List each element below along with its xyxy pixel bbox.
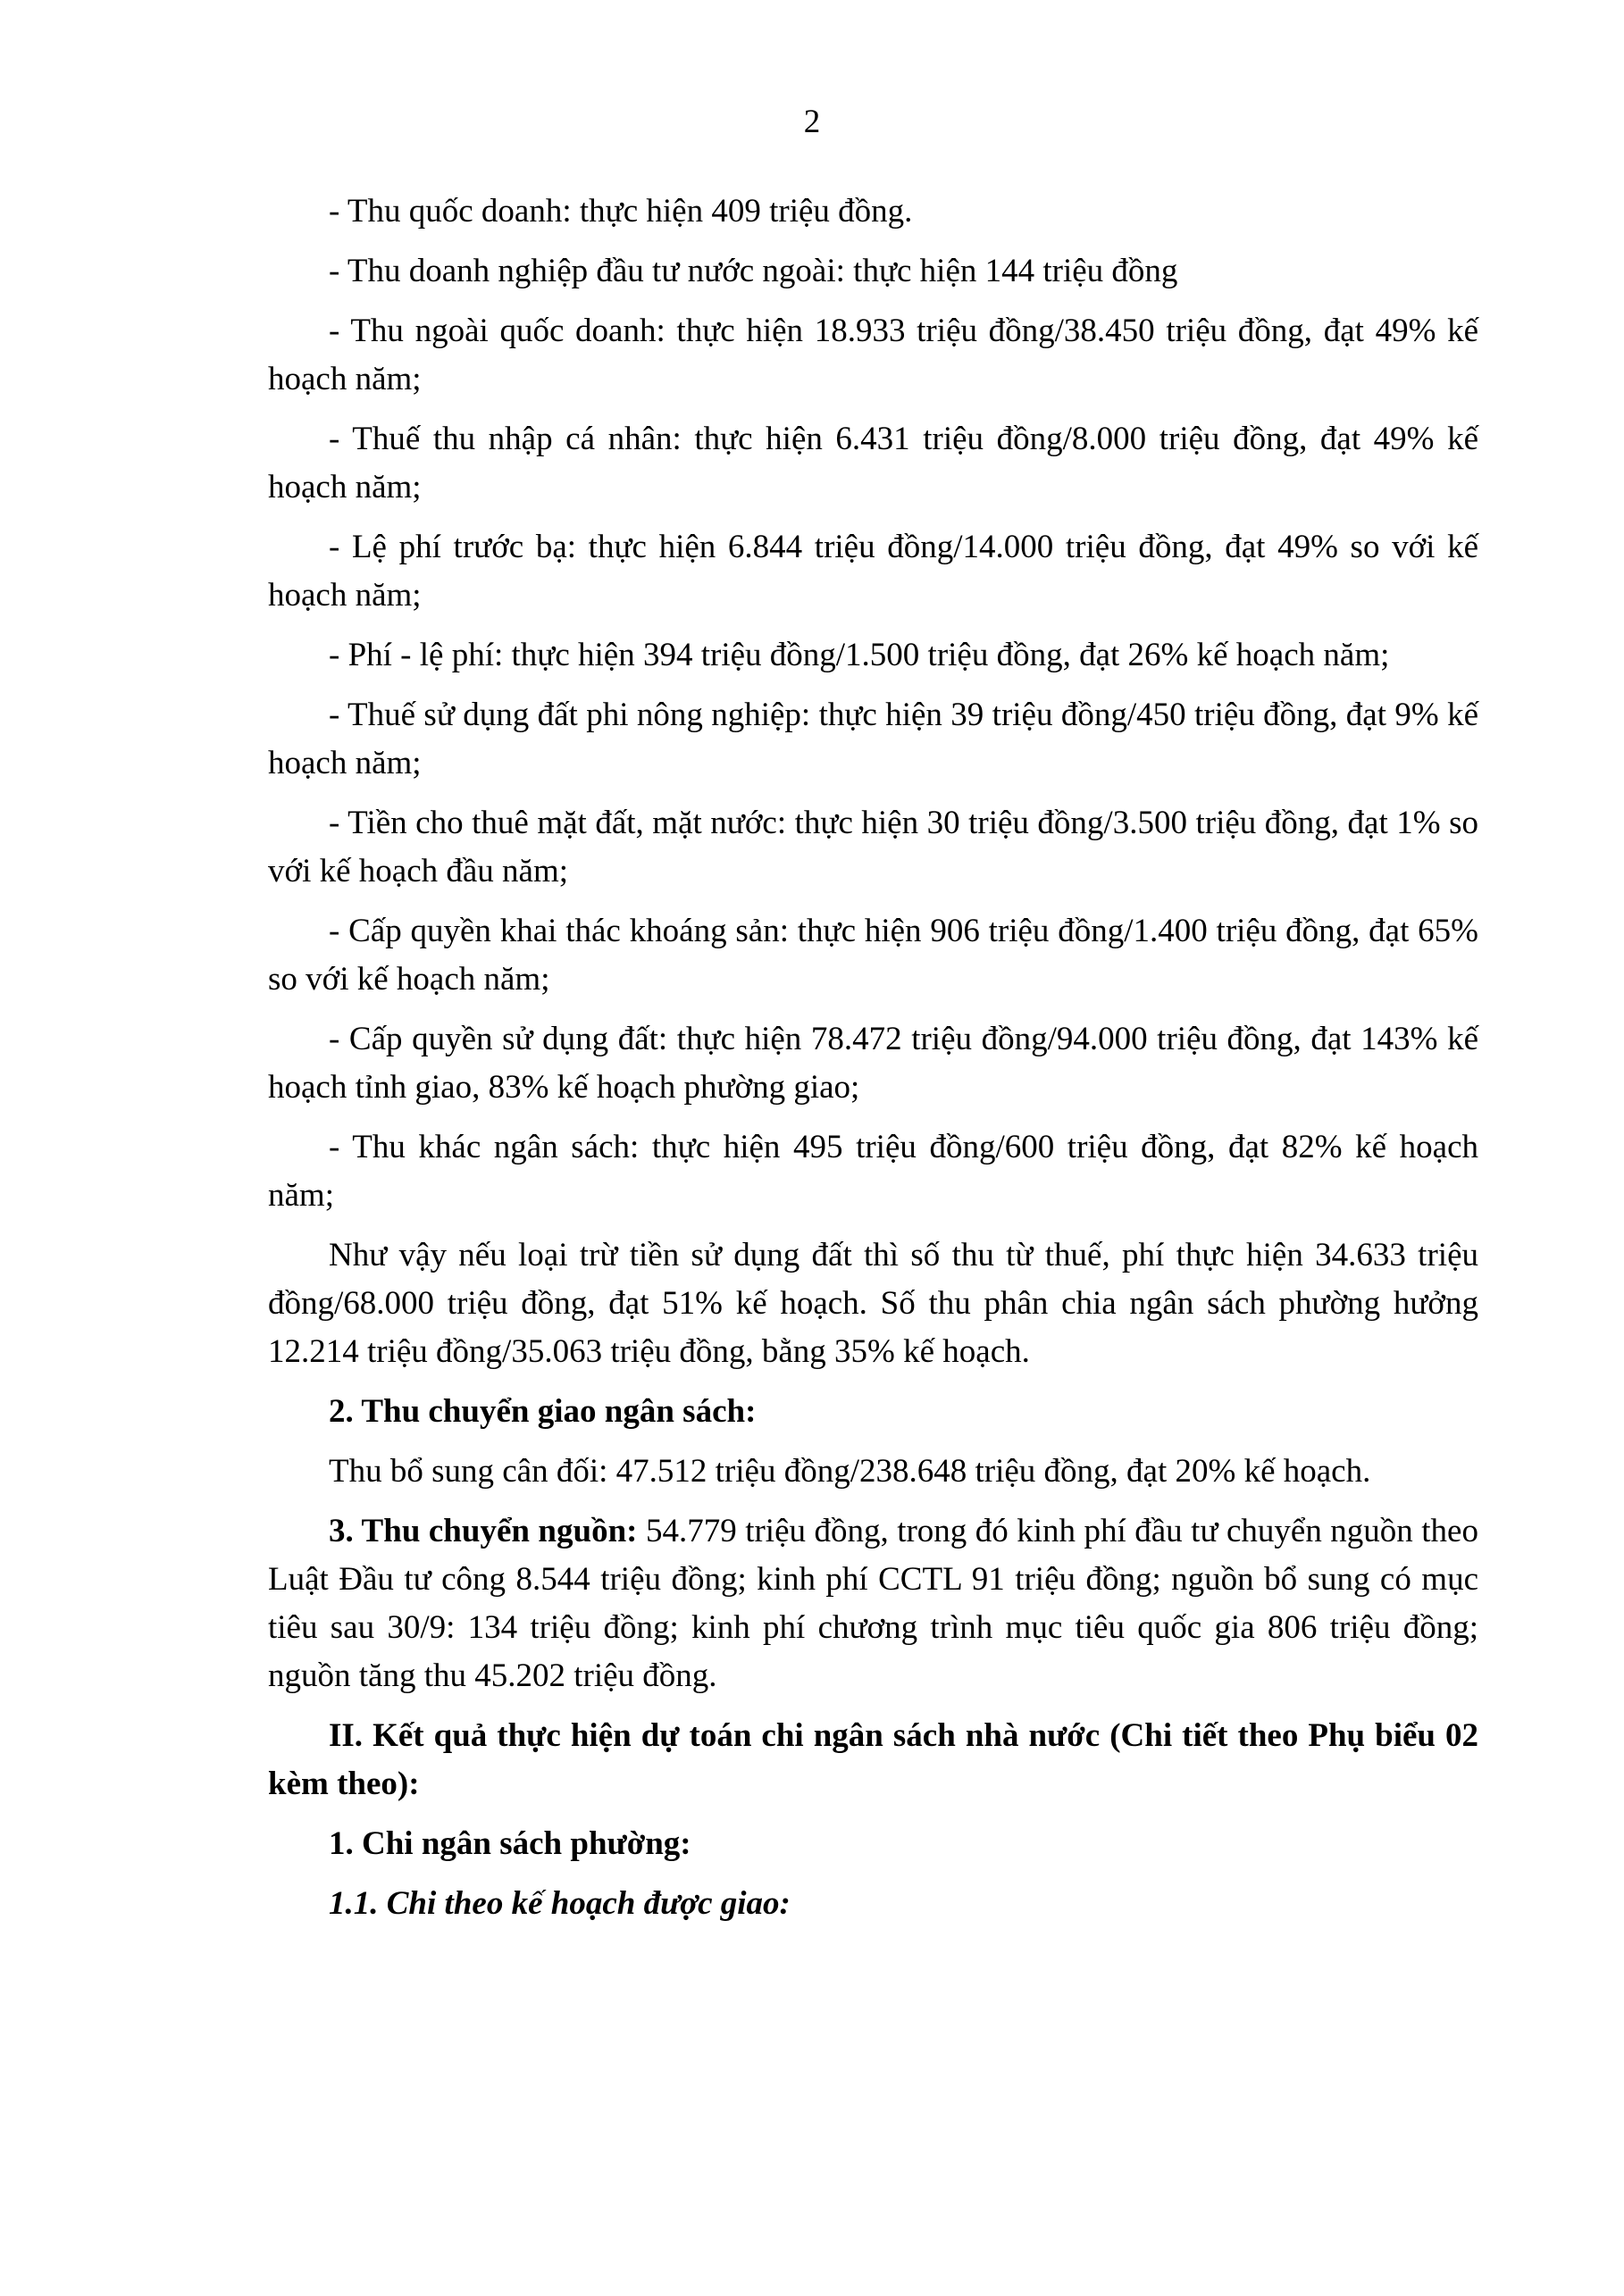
- section-II-1-heading: 1. Chi ngân sách phường:: [329, 1825, 691, 1862]
- revenue-summary: Như vậy nếu loại trừ tiền sử dụng đất thì số thu từ thuế, phí thực hiện 34.633 triệu đồng/68.000 triệu đồng, đạt 51% kế hoạch. Số thu phân chia ngân sách phường hưởng 12.214 triệu đồng/35.063 triệu đồng, bằng 35% kế hoạch.: [268, 1237, 1478, 1370]
- section-II-heading: II. Kết quả thực hiện dự toán chi ngân sách nhà nước (Chi tiết theo Phụ biểu 02 kèm theo):: [268, 1717, 1478, 1802]
- revenue-item-registration-fee: - Lệ phí trước bạ: thực hiện 6.844 triệu đồng/14.000 triệu đồng, đạt 49% so với kế hoạch năm;: [268, 529, 1478, 614]
- document-body: [268, 188, 1478, 1940]
- revenue-item-land-use-rights: - Cấp quyền sử dụng đất: thực hiện 78.472 triệu đồng/94.000 triệu đồng, đạt 143% kế hoạch tỉnh giao, 83% kế hoạch phường giao;: [268, 1021, 1478, 1106]
- section-2-body: Thu bổ sung cân đối: 47.512 triệu đồng/238.648 triệu đồng, đạt 20% kế hoạch.: [329, 1453, 1371, 1490]
- revenue-item-non-state: - Thu ngoài quốc doanh: thực hiện 18.933 triệu đồng/38.450 triệu đồng, đạt 49% kế hoạch năm;: [268, 313, 1478, 397]
- section-3-paragraph: [268, 1507, 1478, 1700]
- revenue-item-mining-rights: - Cấp quyền khai thác khoáng sản: thực hiện 906 triệu đồng/1.400 triệu đồng, đạt 65% so với kế hoạch năm;: [268, 913, 1478, 998]
- revenue-item-land-water-rent: - Tiền cho thuê mặt đất, mặt nước: thực hiện 30 triệu đồng/3.500 triệu đồng, đạt 1% so với kế hoạch đầu năm;: [268, 805, 1478, 889]
- revenue-item-non-agri-land-tax: - Thuế sử dụng đất phi nông nghiệp: thực hiện 39 triệu đồng/450 triệu đồng, đạt 9% kế hoạch năm;: [268, 697, 1478, 781]
- revenue-item-other: - Thu khác ngân sách: thực hiện 495 triệu đồng/600 triệu đồng, đạt 82% kế hoạch năm;: [268, 1129, 1478, 1214]
- section-II-1-1-heading: 1.1. Chi theo kế hoạch được giao:: [329, 1885, 791, 1922]
- section-3-body: 54.779 triệu đồng, trong đó kinh phí đầu tư chuyển nguồn theo Luật Đầu tư công 8.544 triệu đồng; kinh phí CCTL 91 triệu đồng; nguồn bổ sung có mục tiêu sau 30/9: 134 triệu đồng; kinh phí chương trình mục tiêu quốc gia 806 triệu đồng; nguồn tăng thu 45.202 triệu đồng.: [268, 1513, 1478, 1694]
- revenue-item-personal-income-tax: - Thuế thu nhập cá nhân: thực hiện 6.431 triệu đồng/8.000 triệu đồng, đạt 49% kế hoạch năm;: [268, 421, 1478, 505]
- revenue-item-fees-charges: - Phí - lệ phí: thực hiện 394 triệu đồng/1.500 triệu đồng, đạt 26% kế hoạch năm;: [329, 637, 1390, 673]
- revenue-item-state-enterprise: - Thu quốc doanh: thực hiện 409 triệu đồng.: [329, 193, 913, 230]
- section-3-lead: 3. Thu chuyển nguồn:: [329, 1513, 638, 1549]
- page-number: 2: [803, 104, 821, 140]
- revenue-item-fdi: - Thu doanh nghiệp đầu tư nước ngoài: thực hiện 144 triệu đồng: [329, 253, 1178, 289]
- section-2-heading: 2. Thu chuyển giao ngân sách:: [329, 1393, 757, 1430]
